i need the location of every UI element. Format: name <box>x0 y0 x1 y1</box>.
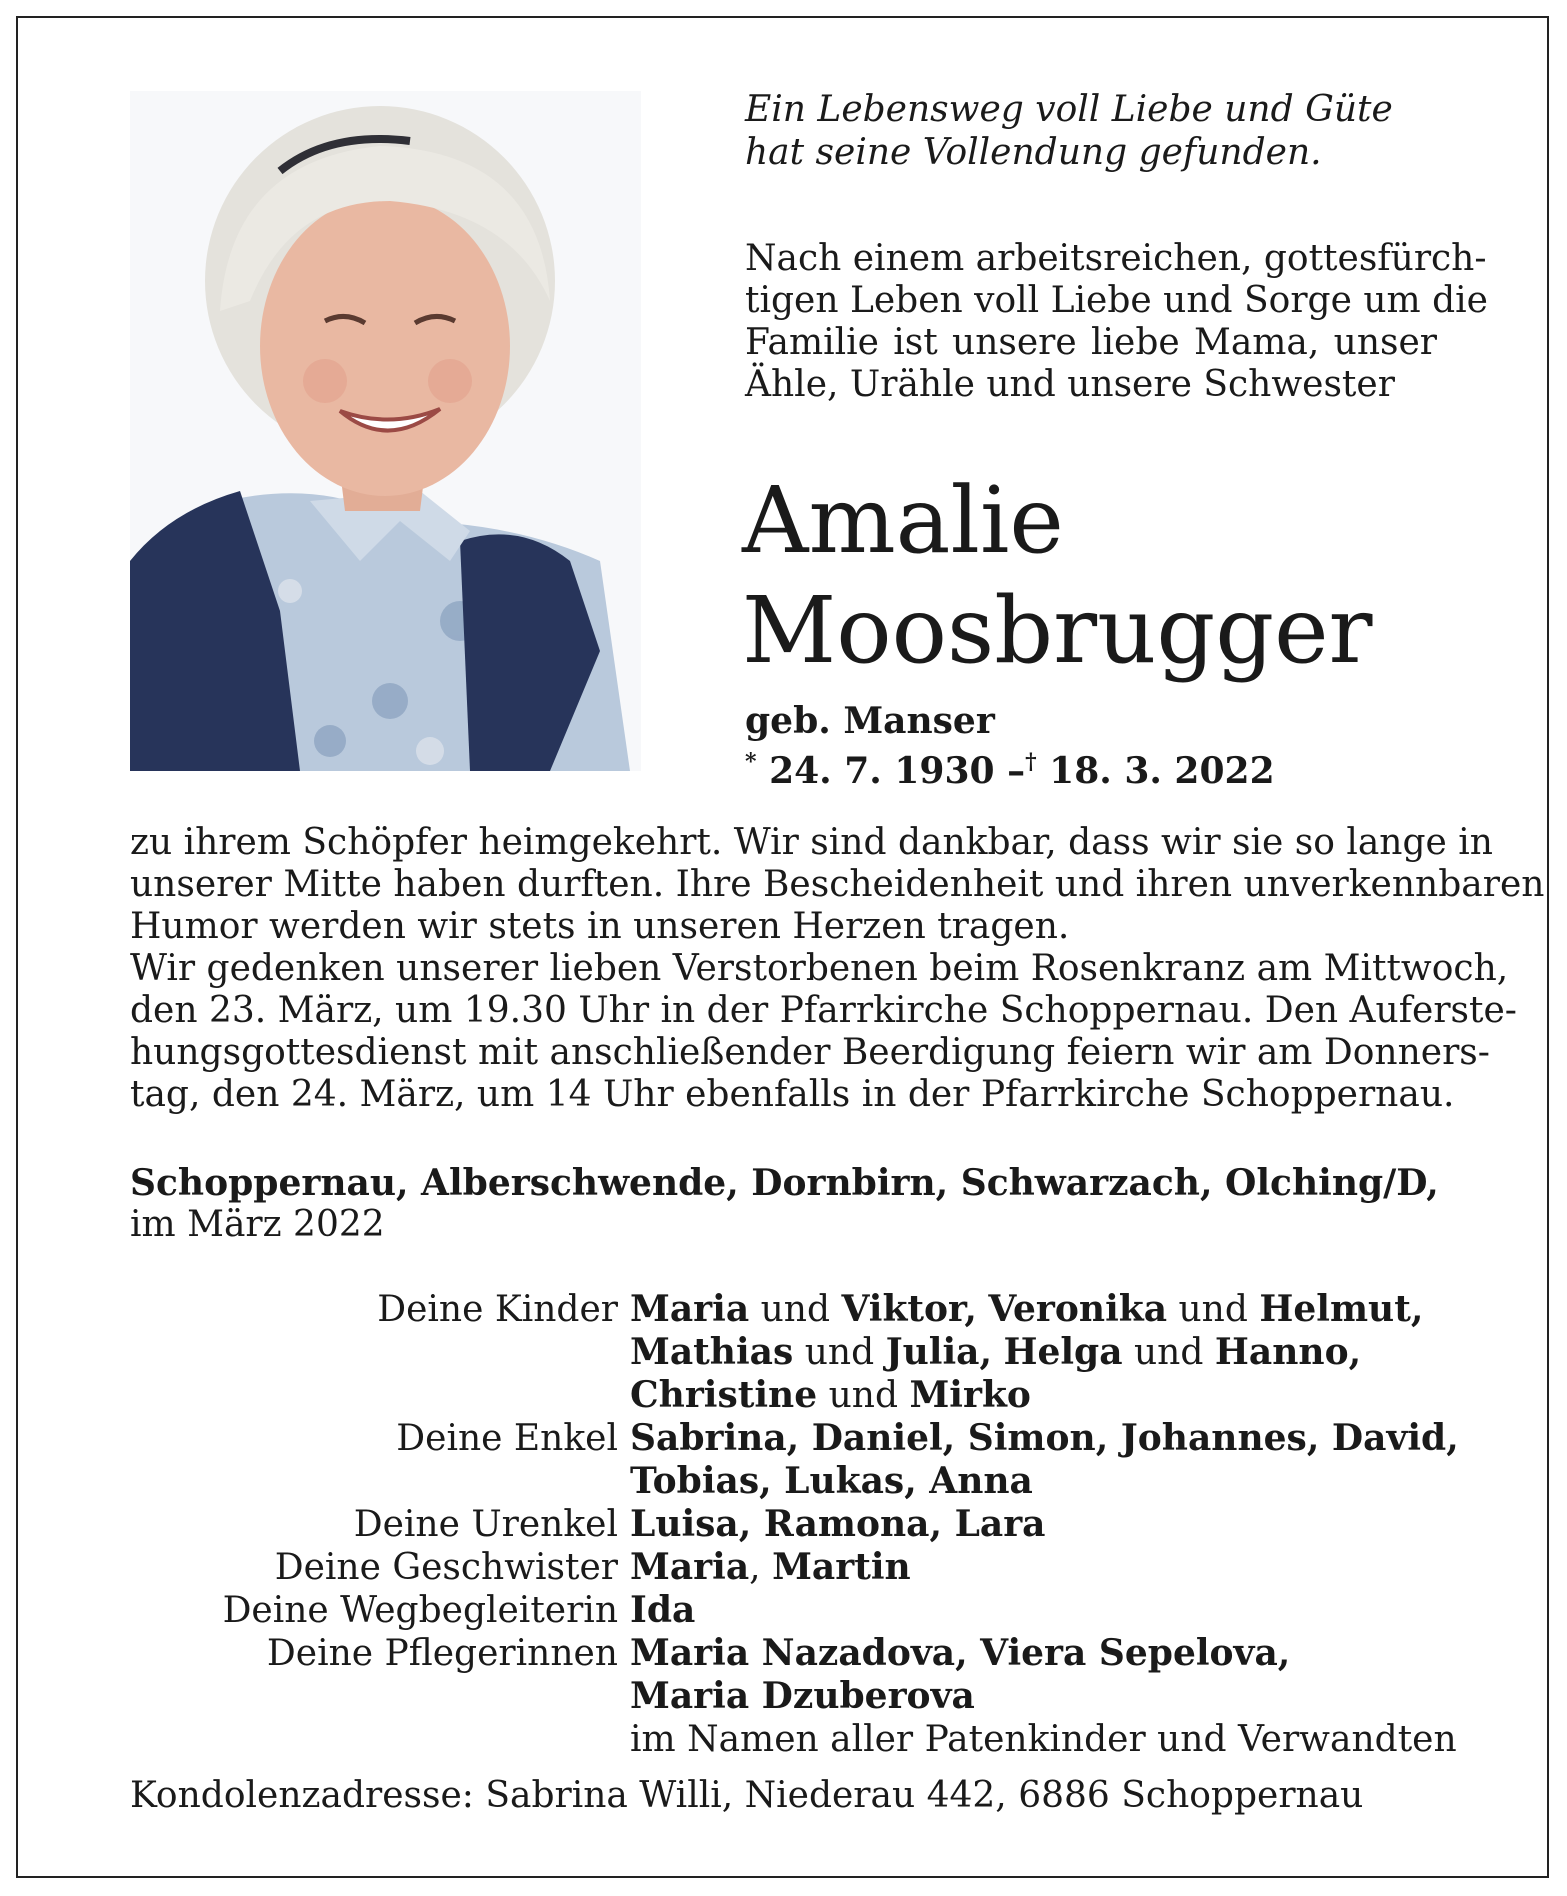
name: Ida <box>630 1589 696 1631</box>
mourners-row-kinder <box>130 1288 1470 1417</box>
conjunction: und <box>828 1375 898 1416</box>
mourners-names <box>630 1632 1470 1761</box>
mourners-row-urenkel <box>130 1503 1470 1546</box>
names: Tobias, Lukas, Anna <box>630 1460 1033 1502</box>
separator: , <box>749 1547 761 1588</box>
portrait-illustration <box>130 91 641 771</box>
body-line: hungsgottesdienst mit anschließender Beerdigung feiern wir am Donners- <box>130 1032 1490 1073</box>
mourners-label: Deine Geschwister <box>274 1547 618 1588</box>
intro-line: Familie ist unsere liebe Mama, unser <box>745 322 1437 363</box>
date-separator: – <box>1007 750 1026 792</box>
mourners-list <box>130 1288 1470 1761</box>
condolence-address: Kondolenzadresse: Sabrina Willi, Niederau 442, 6886 Schoppernau <box>130 1775 1364 1816</box>
name: Christine <box>630 1374 818 1416</box>
place-date: im März 2022 <box>130 1204 385 1245</box>
name: Maria <box>630 1288 750 1330</box>
death-date: 18. 3. 2022 <box>1049 750 1275 792</box>
closing-line: im Namen aller Patenkinder und Verwandten <box>630 1719 1457 1760</box>
mourners-names <box>630 1503 1470 1546</box>
mourners-row-pflegerinnen <box>130 1632 1470 1761</box>
portrait-photo <box>130 91 641 771</box>
mourners-row-enkel <box>130 1417 1470 1503</box>
names: Maria Dzuberova <box>630 1675 975 1717</box>
conjunction: und <box>1134 1332 1204 1373</box>
body-line: Humor werden wir stets in unseren Herzen tragen. <box>130 906 1070 947</box>
mourners-label: Deine Urenkel <box>353 1504 618 1545</box>
names: Sabrina, Daniel, Simon, Johannes, David, <box>630 1417 1459 1459</box>
deceased-name <box>742 466 1373 686</box>
mourners-names <box>630 1546 1470 1589</box>
conjunction: und <box>804 1332 875 1373</box>
motto-line: hat seine Vollendung gefunden. <box>745 132 1322 173</box>
mourners-names <box>630 1288 1470 1417</box>
intro-line: Ähle, Urähle und unsere Schwester <box>745 364 1395 405</box>
life-dates <box>745 740 1275 793</box>
first-name: Amalie <box>742 467 1064 574</box>
names: Maria Nazadova, Viera Sepelova, <box>630 1632 1291 1674</box>
mourners-row-geschwister <box>130 1546 1470 1589</box>
names: Luisa, Ramona, Lara <box>630 1503 1046 1545</box>
birth-symbol: * <box>745 749 757 775</box>
conjunction: und <box>1178 1289 1248 1330</box>
mourners-row-wegbegleiterin <box>130 1589 1470 1632</box>
name: Julia, <box>885 1331 992 1373</box>
body-line: tag, den 24. März, um 14 Uhr ebenfalls in der Pfarrkirche Schoppernau. <box>130 1074 1455 1115</box>
intro-paragraph <box>745 238 1488 406</box>
name: Maria <box>630 1546 750 1588</box>
mourners-label: Deine Wegbegleiterin <box>222 1590 618 1631</box>
intro-line: tigen Leben voll Liebe und Sorge um die <box>745 280 1488 321</box>
mourners-label: Deine Pflegerinnen <box>266 1633 618 1674</box>
body-line: Wir gedenken unserer lieben Verstorbenen beim Rosenkranz am Mittwoch, <box>130 948 1509 989</box>
motto <box>745 88 1465 174</box>
name: Hanno, <box>1214 1331 1362 1373</box>
death-symbol: † <box>1025 749 1037 775</box>
name: Mirko <box>909 1374 1031 1416</box>
conjunction: und <box>760 1289 831 1330</box>
body-line: den 23. März, um 19.30 Uhr in der Pfarrkirche Schoppernau. Den Auferste- <box>130 990 1517 1031</box>
birth-name: geb. Manser <box>745 700 995 742</box>
main-text <box>130 822 1545 1116</box>
mourners-names <box>630 1589 1470 1632</box>
body-line: zu ihrem Schöpfer heimgekehrt. Wir sind dankbar, dass wir sie so lange in <box>130 822 1493 863</box>
intro-line: Nach einem arbeitsreichen, gottesfürch- <box>745 238 1487 279</box>
last-name: Moosbrugger <box>742 577 1373 684</box>
mourners-names <box>630 1417 1470 1503</box>
motto-line: Ein Lebensweg voll Liebe und Güte <box>745 89 1393 130</box>
places-list: Schoppernau, Alberschwende, Dornbirn, Schwarzach, Olching/D, <box>130 1162 1439 1204</box>
mourners-label: Deine Enkel <box>396 1418 618 1459</box>
birth-date: 24. 7. 1930 <box>769 750 995 792</box>
name: Viktor, <box>841 1288 977 1330</box>
name: Helmut, <box>1259 1288 1424 1330</box>
name: Veronika <box>988 1288 1168 1330</box>
mourners-label: Deine Kinder <box>377 1289 618 1330</box>
name: Helga <box>1003 1331 1123 1373</box>
name: Mathias <box>630 1331 794 1373</box>
body-line: unserer Mitte haben durften. Ihre Bescheidenheit und ihren unverkennbaren <box>130 864 1545 905</box>
name: Martin <box>772 1546 911 1588</box>
